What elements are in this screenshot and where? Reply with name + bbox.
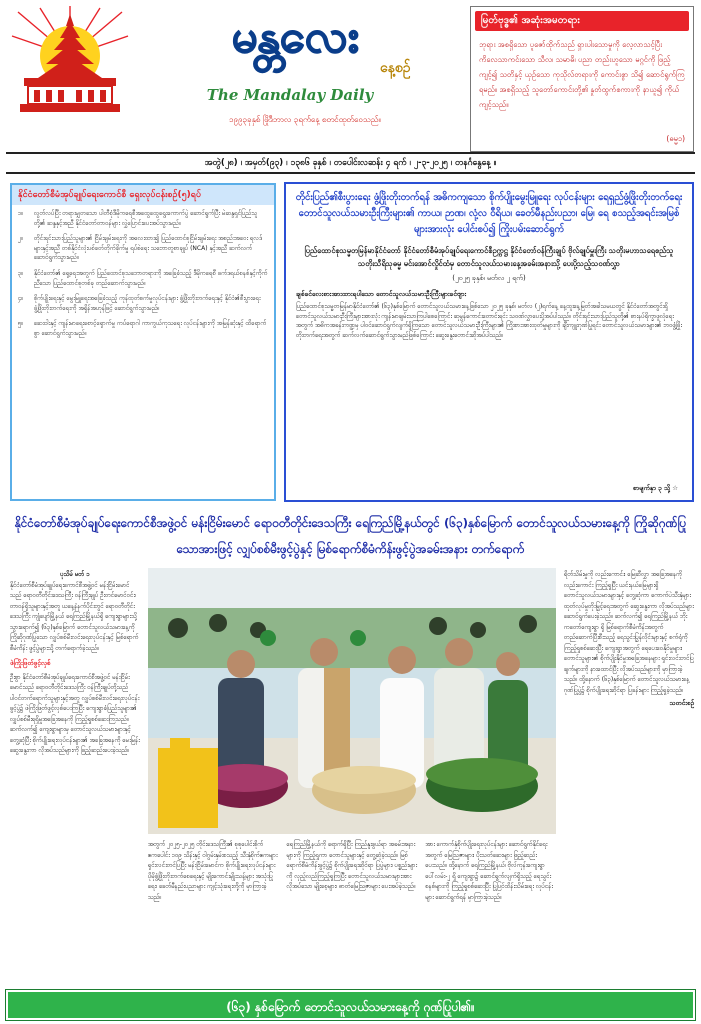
story-column-2: အတွက် ၂၀၂၅-၂၀၂၅ တိုင်းဒေသကြီး၏ စုစုပေါင်းစိုက်ဧကပေါင်း ၁၀၉ သိန်းနှင့် ဝါဂွမ်းနှမ်းစသည့် သီးနှံစိုက်ဧကများ ရှင်းလင်းတင်ပြပြီး မန်းငြိမ်းမောင်က စိုက်ပျိုးရေးလုပ်ငန်းများ ပိုမိုဖွံ့ဖြိုးတိုးတက်စေရေးနှင့် မျိုးကောင်းမျိုးသန့်များ အသုံးပြုရေး၊ ခေတ်မီနည်းပညာများ ကျင့်သုံးရေးတို့ကို မှာကြားခဲ့သည်။ — [148, 841, 278, 901]
story-paragraph: ဦးစွာ နိုင်ငံတော်စီမံအုပ်ချုပ်ရေးကောင်စီအဖွဲ့ဝင် မန်းငြိမ်းမောင်သည် ရောဝတီတိုင်းဒေသကြီး ဝန်ကြီးချုပ်တို့သည် ပါဝင်တက်ရောက်သူများနှင့်အတူ လျှပ်စစ်မီးလင်းရေးလုပ်ငန်း ဖွင့်ပွဲ၌ ဖဲကြိုးဖြတ်ဖွင့်လှစ်ပေးကြပြီး ကျေးရွာခံပြည်သူများ၏ လျှပ်စစ်မီးရရှိမှုအခြေအနေကို ကြည့်ရှုစစ်ဆေးကြသည်။ ဆက်လက်၍ ကျေးရွာများမှ တောင်သူလယ်သမားများနှင့် တွေ့ဆုံပြီး စိုက်ပျိုးရေးလုပ်ငန်းများ၏ အခြေအနေကို မေးမြန်းဆွေးနွေးကာ လိုအပ်သည်များကို ဖြည့်ဆည်းပေးခဲ့သည်။ — [10, 673, 140, 754]
objective-number: ၂။ — [18, 235, 23, 243]
objective-text: လွတ်လပ်ပြီး တရားမျှတသော ပါတီစုံဒီမိုကရေစီအထွေထွေရွေးကောက်ပွဲ ဆောင်ရွက်ပြီး မဲဆန္ဒရှင်ပြည်သူတို့၏ ဆန္ဒနှင့်အညီ နိုင်ငံတော်တာဝန်များ လွှဲပြောင်းပေးအပ်သွားမည်။ — [34, 210, 258, 227]
objective-number: ၁။ — [18, 210, 24, 217]
objective-item — [18, 319, 268, 338]
story-column-3: ရေကြည်မြို့နယ်ကို ရောက်ရှိပြီး ကြည်နူးဖွယ်ရာ အခမ်းအနားများကို ကြည့်ရှုကာ တောင်သူများနှင့် တွေ့ဆုံခဲ့သည်။ မြစ်ရောက်စီမံကိန်းဖွင့်ပွဲ၌ စိုက်ပျိုးရေးဆိုင်ရာ ပြပွဲများ၊ ပစ္စည်းများကို လှည့်လည်ကြည့်ရှုကြပြီး တောင်သူလယ်သမားများအား လိုအပ်သော မျိုးစေ့များ၊ ဓာတ်မြေဩဇာများ ပေးအပ်ခဲ့သည်။ — [286, 841, 418, 890]
masthead-title: မန္တလေး — [231, 9, 359, 63]
lead-article-greeting: ချစ်ခင်လေးစားအားထားရပါသော တောင်သူလယ်သမားဦးကြီးများခင်ဗျား — [296, 290, 467, 298]
lead-article-dateline: (၂၀၂၅ ခုနှစ်၊ မတ်လ ၂ ရက်) — [452, 274, 526, 282]
objectives-box — [10, 183, 276, 501]
issue-info-bar: အတွဲ(၂၈) ၊ အမှတ်(၉၃) ၊ ၁၃၈၆ ခုနှစ် ၊ တပေါင်းလဆန်း ၄ ရက် ၊ ၂-၃-၂၀၂၅ ၊ တနင်္ဂနွေနေ့ ။ — [6, 152, 695, 174]
lead-article-box — [284, 182, 694, 502]
story-subheading: ဖဲကြိုးဖြတ်ဖွင့်လှစ် — [10, 659, 51, 667]
objective-item — [18, 269, 268, 288]
story-dateline: ပုသိမ် မတ် ၁ — [60, 571, 90, 578]
pagoda-logo — [10, 6, 130, 116]
story-column-5 — [564, 570, 694, 980]
lead-article-subhead: ပြည်ထောင်စုသမ္မတမြန်မာနိုင်ငံတော် နိုင်ငံတော်စီမံအုပ်ချုပ်ရေးကောင်စီဥက္ကဋ္ဌ နိုင်ငံတော်ဝန်ကြီးချုပ် ဗိုလ်ချုပ်မှူးကြီး သတိုးမဟာသရေစည်သူ သတိုးသီရိသုဓမ္မ မင်းအောင်လှိုင်ထံမှ တောင်သူလယ်သမားနေ့အခမ်းအနားသို့ ပေးပို့သည့်သဝဏ်လွှာ — [304, 246, 674, 268]
objective-text: ဆေးဝါးနှင့် ကျန်းမာရေးစောင့်ရှောက်မှု ကပ်ရောဂါ ကာကွယ်ကုသရေး လုပ်ငန်းများကို အမြန်ဆုံးနှင့် ထိရောက်စွာ ဆောင်ရွက်သွားမည်။ — [34, 320, 267, 337]
objective-text: တိုင်းရင်းသားပြည်သူများ၏ ငြိမ်းချမ်းရေးကို အလေးထား၍ ပြည်ထောင်စုငြိမ်းချမ်းရေး အစည်းအဝေး ရလဒ်များနှင့်အညီ တစ်နိုင်ငံလုံးပစ်ခတ်တိုက်ခိုက်မှု ရပ်စဲရေး သဘောတူစာချုပ် (NCA) နှင့်အညီ ဆက်လက်ဆောင်ရွက်သွားမည်။ — [34, 235, 263, 262]
objective-item — [18, 294, 268, 313]
lead-article-headline: တိုင်းပြည်၏စီးပွားရေး ဖွံ့ဖြိုးတိုးတက်ရန် အဓိကကျသော စိုက်ပျိုးမွေးမြူရေး လုပ်ငန်းများ ရေရှည်ဖွံ့ဖြိုးတိုးတက်ရေး တောင်သူလယ်သမားဦးကြီးများ၏ ကာယ၊ ဉာဏ၊ လုံ့လ ဝီရိယ၊ ခေတ်မီနည်းပညာ၊ မြေ၊ ရေ စသည့်အရင်းအမြစ်များအားလုံး ပေါင်းစပ်၍ ကြိုးပမ်းဆောင်ရွက် — [295, 192, 683, 235]
objective-number: ၄။ — [18, 295, 24, 303]
news-photo — [148, 568, 556, 834]
masthead-subtitle: နေ့စဉ် — [380, 60, 411, 76]
story-column-1 — [10, 570, 140, 980]
objectives-list — [12, 205, 274, 339]
main-story-headline: နိုင်ငံတော်စီမံအုပ်ချုပ်ရေးကောင်စီအဖွဲ့ဝင် မန်းငြိမ်းမောင် ရောဝတီတိုင်းဒေသကြီး ရေကြည်မြို့နယ်တွင် (၆၃)နှစ်မြောက် တောင်သူလယ်သမားနေ့ကို ကြိုဆိုဂုဏ်ပြုသောအားဖြင့် လျှပ်စစ်မီးဖွင့်ပွဲနှင့် မြစ်ရောက်စီမံကိန်းဖွင့်ပွဲအခမ်းအနား တက်ရောက် — [14, 516, 687, 556]
masthead-english-title: The Mandalay Daily — [206, 86, 374, 104]
lead-article-body: ပြည်ထောင်စုသမ္မတမြန်မာနိုင်ငံတော်၏ (၆၃)နှစ်မြောက် တောင်သူလယ်သမားနေ့ဖြစ်သော ၂၀၂၅ ခုနှစ်၊ မတ်လ (၂)ရက်နေ့ နေ့ထူးနေ့မြတ်အခါသမယတွင် နိုင်ငံတော်အတွင်းရှိ တောင်သူလယ်သမားဦးကြီးများအားလုံး ကျန်းမာချမ်းသာကြပါစေကြောင်း ဆုမွန်ကောင်းတောင်းရင်း သဝဏ်လွှာပေးပို့အပ်ပါသည်။ တိုင်းရင်းသားပြည်သူတို့၏ စားနပ်ရိက္ခာဖူလုံရေးအတွက် အဓိကအခန်းကဏ္ဍမှ ပါဝင်ဆောင်ရွက်လျက်ရှိကြသော တောင်သူလယ်သမားဦးကြီးများ၏ ကြိုးစားအားထုတ်မှုများကို ချီးကျူးဂုဏ်ပြုရင်း တောင်သူလယ်သမားများ၏ ဘဝဖွံ့ဖြိုးတိုးတက်ရေးအတွက် ဆက်လက်ဆောင်ရွက်သွားမည်ဖြစ်ကြောင်း ဆွေးနွေးတောင်းဆိုအပ်ပါသည်။ — [296, 303, 682, 339]
footer-banner: (၆၃) နှစ်မြောက် တောင်သူလယ်သမားနေ့ကို ဂုဏ်ပြုပါ၏။ — [6, 990, 695, 1020]
teaching-box — [470, 6, 694, 152]
story-column-4: အား ကောက်နှံစိုက်ပျိုးရေးလုပ်ငန်းများ ဆောင်ရွက်နိုင်ရေးအတွက် မြေဩဇာများ၊ ပိုးသတ်ဆေးများ ဖြည့်ဆည်းပေးသည်။ ထို့နောက် ရေကြည်မြို့နယ်၊ ဗိုလ်ကုန်းကျေးရွာ ပေါ်လမ်း-၂ ရှိ ကျေးရွာ၌ ဆောင်ရွက်လျက်ရှိသည့် ရေသွင်းစနစ်များကို ကြည့်ရှုစစ်ဆေးပြီး ပြုပြင်ထိန်းသိမ်းရေး လုပ်ငန်းများ ဆောင်ရွက်ရန် မှာကြားခဲ့သည်။ — [425, 841, 553, 901]
story-paragraph: ရိတ်သိမ်းမှုကို လည်းကောင်း၊ မြေဆီလွှာ အခြေအနေကို လည်းကောင်း ကြည့်ရှုပြီး ယင်းနယ်မြေများရှိ တောင်သူလယ်သမားများနှင့် တွေ့ဆုံကာ ကောက်ပဲသီးနှံများ ထုတ်လုပ်မှုတိုးမြှင့်ရေးအတွက် ဆွေးနွေးကာ လိုအပ်သည်များ ဆောင်ရွက်ပေးခဲ့သည်။ ဆက်လက်၍ ရေကြည်မြို့နယ် ဘိုးကတော်ကျေးရွာ ရှိ မြစ်ရောက်စီမံကိန်းအတွက် တည်ဆောက်ပြီးစီးသည့် ရေသွင်းပြွန်လိုင်းများနှင့် စက်ရုံကို ကြည့်ရှုစစ်ဆေးပြီး ကျေးရွာအတွက် ရေပေးဝေနိုင်မှုများ၊ တောင်သူများ၏ စိုက်ပျိုးနိုင်မှုအခြေအနေများ ရှင်းလင်းတင်ပြချက်များကို နားထောင်ပြီး လိုအပ်သည်များကို မှာကြားခဲ့သည်။ ထို့နောက် (၆၃)နှစ်မြောက် တောင်သူလယ်သမားနေ့ ဂုဏ်ပြုပွဲ၌ စိုက်ပျိုးရေးဆိုင်ရာ ပြခန်းများ ကြည့်ရှုခဲ့သည်။ — [564, 571, 694, 694]
objective-text: နိုင်ငံတော်၏ ရှေ့ရေးအတွက် ပြည်ထောင်စုသဘောတရားကို အခြေခံသည့် ဒီမိုကရေစီ ဖက်ဒရယ်စနစ်နှင့်ကိုက်ညီသော ပြည်ထောင်စုတစ်ခု တည်ဆောက်သွားမည်။ — [34, 269, 268, 287]
teaching-box-title: မြတ်ဗုဒ္ဓ၏ အဆုံးအမတရား — [475, 11, 689, 31]
objective-item — [18, 234, 268, 263]
teaching-box-text: ဘုရား အစရှိသော ပူဇော်ထိုက်သည် ရှားပါးသောမှုကို လေ့လာသင့်ပြီး ကိလေသာကင်းသော သီလ၊ သမာဓိ၊ ပညာ တည်းဟူသော မဂ္ဂင်ကို ဖြည့်ကျင့်၍ သတိနှင့် ယှဉ်သော ကုသိုလ်တရားကို ကောင်းစွာ သိ၍ ဆောင်ရွက်ကြရမည်။ အစရှိသည့် သူတော်ကောင်းတို့၏ နှုတ်ထွက်စကားကို နာယူ၍ ကိုယ်ကျင့်သည်။ — [479, 40, 685, 109]
objective-text: စိုက်ပျိုးရေးနှင့် မွေးမြူရေးအခြေခံသည့် ကုန်ထုတ်စက်မှုလုပ်ငန်းများ ဖွံ့ဖြိုးတိုးတက်ရေးနှင့် နိုင်ငံ၏စီးပွားရေး ဖွံ့ဖြိုးတိုးတက်ရေးကို အရှိန်အဟုန်ဖြင့် ဆောင်ရွက်သွားမည်။ — [34, 295, 261, 312]
objective-item — [18, 209, 268, 228]
objective-number: ၃။ — [18, 269, 24, 277]
teaching-box-code: (ဓမ္မ၁) — [666, 134, 685, 143]
objective-number: ၅။ — [18, 320, 24, 328]
objectives-box-title: နိုင်ငံတော်စီမံအုပ်ချုပ်ရေးကောင်စီ ရှေးလုပ်ငန်းစဉ်(၅)ရပ် — [12, 185, 274, 205]
story-bottom-columns — [148, 840, 556, 980]
masthead-founding-date: ၁၉၉၃ခုနှစ် ဖြိုဒီဘာလ ၃ရက်နေ့ စတင်ထုတ်ဝေသည်။ — [229, 115, 381, 124]
continued-on-page-link[interactable]: စာမျက်နှာ ၃ သို့ ☆ — [632, 484, 678, 492]
story-source: သတင်းစဉ် — [669, 699, 694, 707]
story-paragraph: နိုင်ငံတော်စီမံအုပ်ချုပ်ရေးကောင်စီအဖွဲ့ဝင် မန်းငြိမ်းမောင်သည် ရောဝတီတိုင်းဒေသကြီး ဝန်ကြီးချုပ် ဦးတင်မောင်ဝင်း၊ တာဝန်ရှိသူများနှင့်အတူ ယနေ့နံနက်ပိုင်းတွင် ရောဝတီတိုင်းဒေသကြီး ကျုံပျော်မြို့နယ် ရေကြည်မြို့နယ်ရှိ ကျေးရွာများသို့ သွားရောက်၍ (၆၃)နှစ်မြောက် တောင်သူလယ်သမားနေ့ကို ကြိုဆိုဂုဏ်ပြုသော လျှပ်စစ်မီးလင်းရေးလုပ်ငန်းနှင့် မြစ်ရောက်စီမံကိန်း ဖွင့်ပွဲများသို့ တက်ရောက်ခဲ့သည်။ — [10, 581, 139, 652]
